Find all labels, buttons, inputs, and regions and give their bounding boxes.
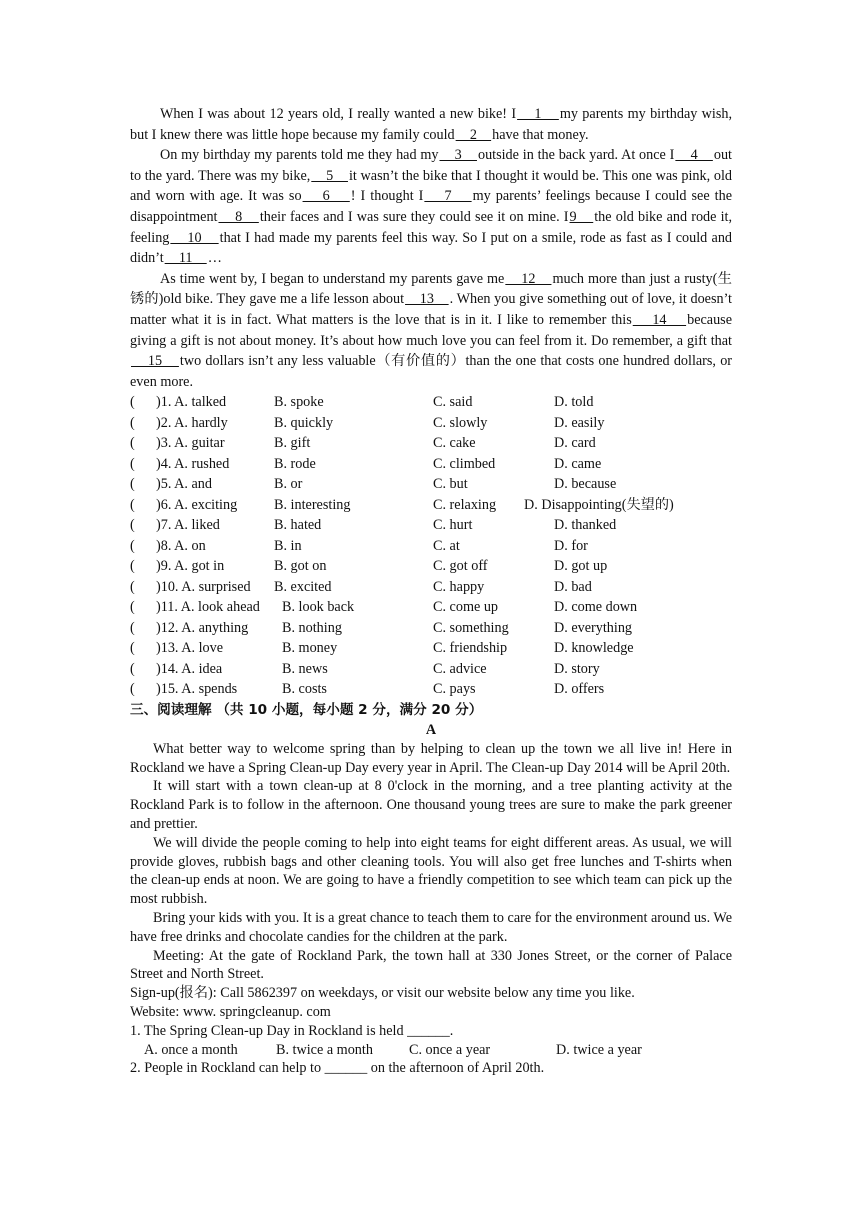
text: ! I thought I	[350, 188, 424, 205]
cloze-options	[130, 392, 732, 700]
blank-3: 3	[439, 147, 477, 164]
option-number-a: ( )1. A. talked	[130, 394, 227, 411]
option-row	[130, 474, 732, 495]
option-b: B. in	[274, 537, 302, 554]
blank-11: 11	[164, 250, 207, 267]
text: …	[207, 250, 222, 267]
option-number-a: ( )5. A. and	[130, 476, 212, 493]
blank-5: 5	[311, 167, 348, 184]
option-number-a: ( )2. A. hardly	[130, 414, 228, 431]
option-d: D. everything	[554, 619, 633, 636]
signup-line: Sign-up(报名): Call 5862397 on weekdays, or visit our website below any time you like.	[130, 985, 635, 1002]
option-b: B. gift	[274, 435, 311, 452]
option-number-a: ( )6. A. exciting	[130, 496, 238, 513]
option-number-a: ( )9. A. got in	[130, 558, 225, 575]
blank-9: 9	[569, 208, 594, 225]
cloze-paragraph-2	[130, 145, 732, 269]
blank-6: 6	[302, 188, 350, 205]
option-row	[130, 556, 732, 577]
option-number-a: ( )10. A. surprised	[130, 578, 251, 595]
blank-7: 7	[424, 188, 472, 205]
exam-page	[130, 104, 732, 1078]
option-c: C. happy	[433, 578, 485, 595]
option-c: C. advice	[433, 660, 487, 677]
blank-10: 10	[170, 229, 219, 246]
option-row	[130, 433, 732, 454]
option-number-a: ( )7. A. liked	[130, 517, 220, 534]
text: outside in the back yard. At once I	[477, 147, 675, 164]
blank-8: 8	[218, 208, 259, 225]
blank-14: 14	[632, 311, 687, 328]
option-b: B. interesting	[274, 496, 351, 513]
option-b: B. got on	[274, 558, 327, 575]
text: my parents’ feelings because I could see the disappointment	[130, 188, 732, 225]
option-d: D. easily	[554, 414, 605, 431]
option-b: B. hated	[274, 517, 322, 534]
cloze-paragraph-1	[130, 104, 732, 145]
blank-1: 1	[517, 106, 559, 122]
text: because giving a gift is not about money. It’s about how much love you can feel from it. Do remember, a gift that	[130, 311, 732, 349]
option-c: C. climbed	[433, 455, 496, 472]
option-b: B. costs	[282, 681, 327, 698]
option-c: C. once a year	[409, 1041, 491, 1058]
option-d: D. for	[554, 537, 588, 554]
option-c: C. something	[433, 619, 509, 636]
text: that I had made my parents feel this way. So I put on a smile, rode as fast as I could and didn’t	[130, 229, 733, 267]
text: much more than just a rusty(生锈的)old bike. They gave me a life lesson about	[130, 270, 732, 308]
option-row	[130, 679, 732, 700]
option-c: C. but	[433, 476, 468, 493]
option-d: D. bad	[554, 578, 592, 595]
option-b: B. money	[282, 640, 338, 657]
option-row	[130, 413, 732, 434]
option-number-a: ( )11. A. look ahead	[130, 599, 260, 616]
option-b: B. look back	[282, 599, 355, 616]
text: . When you give something out of love, it doesn’t matter what it is in fact. What matters is the love that is in it. I like to remember this	[130, 291, 732, 328]
text: When I was about 12 years old, I really wanted a new bike! I	[160, 106, 517, 122]
option-d: D. knowledge	[554, 640, 634, 657]
option-b: B. rode	[274, 455, 316, 472]
option-d: D. story	[554, 660, 600, 677]
option-row	[130, 495, 732, 516]
text: As time went by, I began to understand my parents gave me	[160, 270, 505, 287]
reading-paragraph: Bring your kids with you. It is a great chance to teach them to care for the environment around us. We have free drinks and chocolate candies for the children at the park.	[130, 909, 732, 945]
part-label: A	[425, 721, 437, 738]
option-row	[130, 638, 732, 659]
option-c: C. pays	[433, 681, 476, 698]
blank-15: 15	[131, 353, 179, 370]
option-d: D. twice a year	[556, 1041, 642, 1058]
website-line: Website: www. springcleanup. com	[130, 1003, 331, 1020]
option-c: C. got off	[433, 558, 488, 575]
option-c: C. relaxing	[433, 496, 497, 513]
option-c: C. cake	[433, 435, 476, 452]
blank-4: 4	[675, 147, 713, 164]
cloze-paragraph-3	[130, 269, 732, 393]
option-b: B. twice a month	[276, 1041, 373, 1058]
option-c: C. come up	[433, 599, 499, 616]
option-d: D. Disappointing(失望的)	[524, 496, 674, 513]
option-b: B. excited	[274, 578, 332, 595]
option-row	[130, 618, 732, 639]
option-b: B. quickly	[274, 414, 334, 431]
text: the old bike and rode it, feeling	[130, 208, 733, 246]
option-number-a: ( )12. A. anything	[130, 619, 249, 636]
option-b: B. nothing	[282, 619, 342, 636]
section-title: 三、阅读理解 （共 10 小题，每小题 2 分，满分 20 分）	[130, 701, 483, 718]
option-c: C. slowly	[433, 414, 488, 431]
option-row	[130, 659, 732, 680]
blank-12: 12	[505, 270, 552, 287]
option-row	[130, 392, 732, 413]
option-d: D. offers	[554, 681, 605, 698]
option-number-a: ( )4. A. rushed	[130, 455, 230, 472]
option-row	[130, 515, 732, 536]
option-c: C. hurt	[433, 517, 473, 534]
option-row	[130, 597, 732, 618]
option-c: C. at	[433, 537, 460, 554]
option-number-a: ( )15. A. spends	[130, 681, 238, 698]
text: two dollars isn’t any less valuable（有价值的）than the one that costs one hundred dollars, or even more.	[130, 353, 733, 390]
option-d: D. got up	[554, 558, 608, 575]
reading-paragraph: Meeting: At the gate of Rockland Park, the town hall at 330 Jones Street, or the corner of Palace Street and North Street.	[130, 947, 732, 983]
option-number-a: ( )3. A. guitar	[130, 435, 225, 452]
option-b: B. or	[274, 476, 303, 493]
option-d: D. come down	[554, 599, 638, 616]
text: their faces and I was sure they could see it on mine. I	[259, 208, 569, 225]
text: it wasn’t the bike that I thought it would be. This one was pink, old and worn with age. It was so	[130, 167, 732, 205]
option-c: C. said	[433, 394, 473, 411]
text: On my birthday my parents told me they had my	[160, 147, 439, 164]
question-2: 2. People in Rockland can help to ______ on the afternoon of April 20th.	[130, 1060, 545, 1077]
option-b: B. spoke	[274, 394, 324, 411]
reading-paragraph: We will divide the people coming to help into eight teams for eight different areas. As usual, we will provide gloves, rubbish bags and other cleaning tools. You will also get free lunches and T-shirts when the clean-up ends at noon. We are going to have a friendly competition to see which team can pick up the most rubbish.	[130, 834, 732, 908]
option-row	[130, 577, 732, 598]
option-d: D. came	[554, 455, 602, 472]
option-d: D. thanked	[554, 517, 617, 534]
option-d: D. because	[554, 476, 617, 493]
text: out to the yard. There was my bike,	[130, 147, 732, 184]
option-a: A. once a month	[144, 1041, 238, 1058]
option-number-a: ( )8. A. on	[130, 537, 206, 554]
option-b: B. news	[282, 660, 328, 677]
question-1: 1. The Spring Clean-up Day in Rockland is held ______.	[130, 1022, 454, 1039]
blank-2: 2	[455, 126, 492, 143]
text: my parents my birthday wish, but I knew there was little hope because my family could	[130, 106, 733, 143]
option-number-a: ( )14. A. idea	[130, 660, 223, 677]
option-number-a: ( )13. A. love	[130, 640, 223, 657]
option-d: D. told	[554, 394, 594, 411]
option-row	[130, 454, 732, 475]
question-1-options	[130, 1041, 732, 1060]
text: have that money.	[492, 126, 589, 143]
option-c: C. friendship	[433, 640, 508, 657]
reading-paragraph: It will start with a town clean-up at 8 0'clock in the morning, and a tree planting activity at the Rockland Park is to follow in the afternoon. One thousand young trees are sure to make the park greener and prettier.	[130, 778, 732, 832]
blank-13: 13	[405, 291, 449, 308]
option-d: D. card	[554, 435, 596, 452]
option-row	[130, 536, 732, 557]
reading-paragraph: What better way to welcome spring than by helping to clean up the town we all live in! Here in Rockland we have a Spring Clean-up Day every year in April. The Clean-up Day 2014 will be April 20th.	[130, 740, 732, 776]
